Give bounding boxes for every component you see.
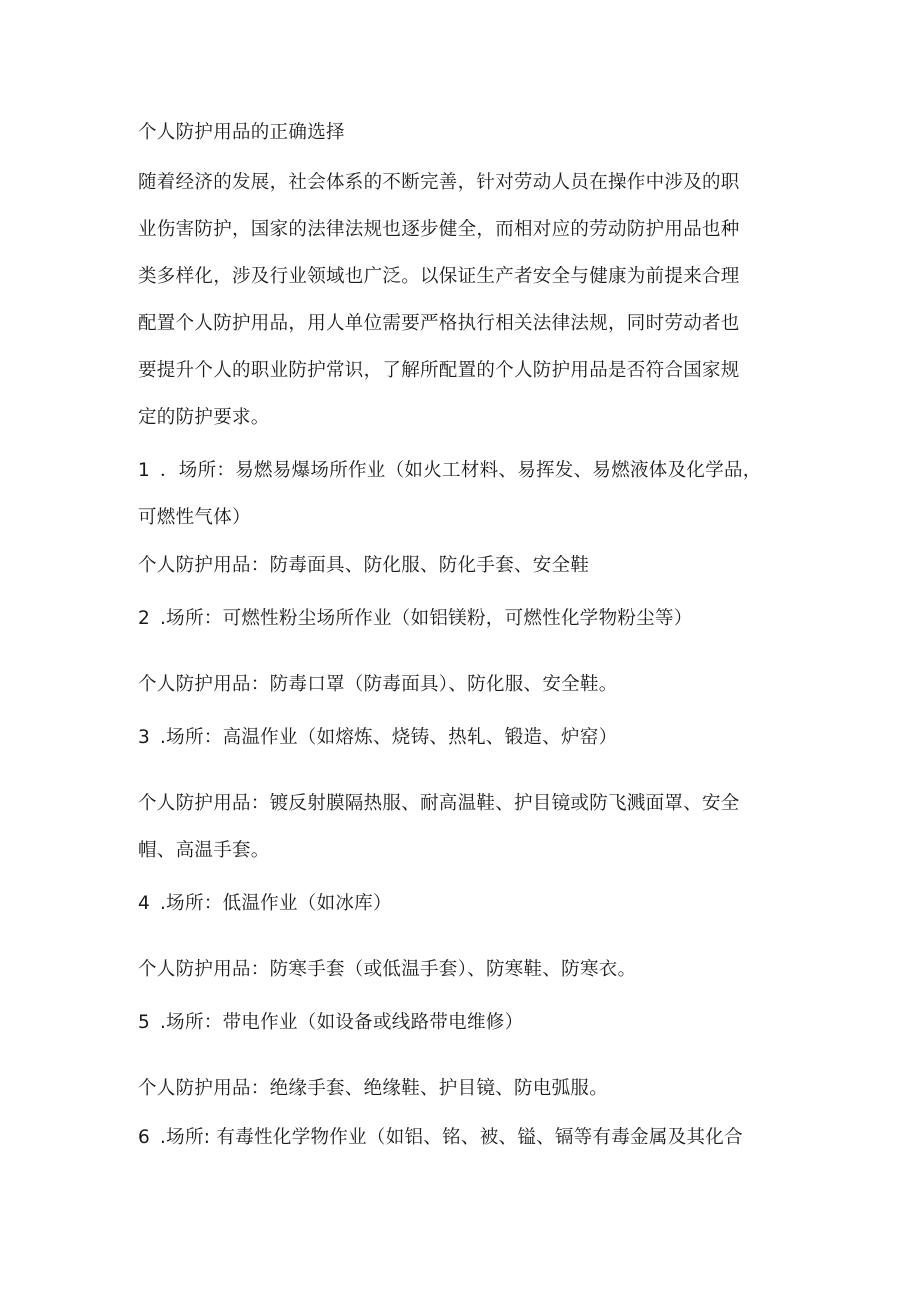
item-ppe: 个人防护用品：防毒口罩（防毒面具）、防化服、安全鞋。 — [138, 674, 618, 695]
item-number: 6 — [138, 1127, 151, 1148]
document-title: 个人防护用品的正确选择 — [138, 122, 345, 143]
item-place — [138, 607, 693, 631]
item-ppe: 个人防护用品：镀反射膜隔热服、耐高温鞋、护目镜或防飞溅面罩、安全 — [138, 793, 740, 814]
item-place-text: .场所：带电作业（如设备或线路带电维修） — [160, 1012, 524, 1033]
intro-line: 要提升个人的职业防护常识，了解所配置的个人防护用品是否符合国家规 — [138, 360, 740, 381]
item-place — [138, 726, 617, 750]
item-number: 3 — [138, 727, 151, 748]
item-number: 5 — [138, 1012, 151, 1033]
intro-line: 定的防护要求。 — [138, 407, 270, 428]
item-place-continued: 可燃性气体） — [138, 507, 251, 528]
intro-line: 类多样化，涉及行业领域也广泛。以保证生产者安全与健康为前提来合理 — [138, 266, 740, 287]
item-number: 2 — [138, 608, 151, 629]
intro-line: 配置个人防护用品，用人单位需要严格执行相关法律法规，同时劳动者也 — [138, 313, 740, 334]
item-place-text: .场所：低温作业（如冰库） — [160, 893, 392, 914]
item-number: 4 — [138, 893, 151, 914]
item-place — [138, 459, 762, 483]
item-ppe: 个人防护用品：防寒手套（或低温手套）、防寒鞋、防寒衣。 — [138, 959, 637, 980]
item-ppe: 个人防护用品：防毒面具、防化服、防化手套、安全鞋 — [138, 555, 590, 576]
item-place — [138, 1011, 523, 1035]
item-place-text: ．场所：易燃易爆场所作业（如火工材料、易挥发、易燃液体及化学品， — [160, 460, 762, 481]
intro-line: 业伤害防护，国家的法律法规也逐步健全，而相对应的劳动防护用品也种 — [138, 219, 740, 240]
item-place-text: .场所: 有毒性化学物作业（如铝、铭、被、镒、镉等有毒金属及其化合 — [160, 1127, 743, 1148]
item-place-text: .场所：可燃性粉尘场所作业（如铝镁粉，可燃性化学物粉尘等） — [160, 608, 693, 629]
item-place — [138, 1126, 743, 1150]
item-place-text: .场所：高温作业（如熔炼、烧铸、热轧、锻造、炉窑） — [160, 727, 618, 748]
item-ppe: 个人防护用品：绝缘手套、绝缘鞋、护目镜、防电弧服。 — [138, 1078, 609, 1099]
item-ppe-continued: 帽、高温手套。 — [138, 840, 270, 861]
intro-line: 随着经济的发展，社会体系的不断完善，针对劳动人员在操作中涉及的职 — [138, 172, 740, 193]
item-place — [138, 892, 392, 916]
item-number: 1 — [138, 460, 151, 481]
